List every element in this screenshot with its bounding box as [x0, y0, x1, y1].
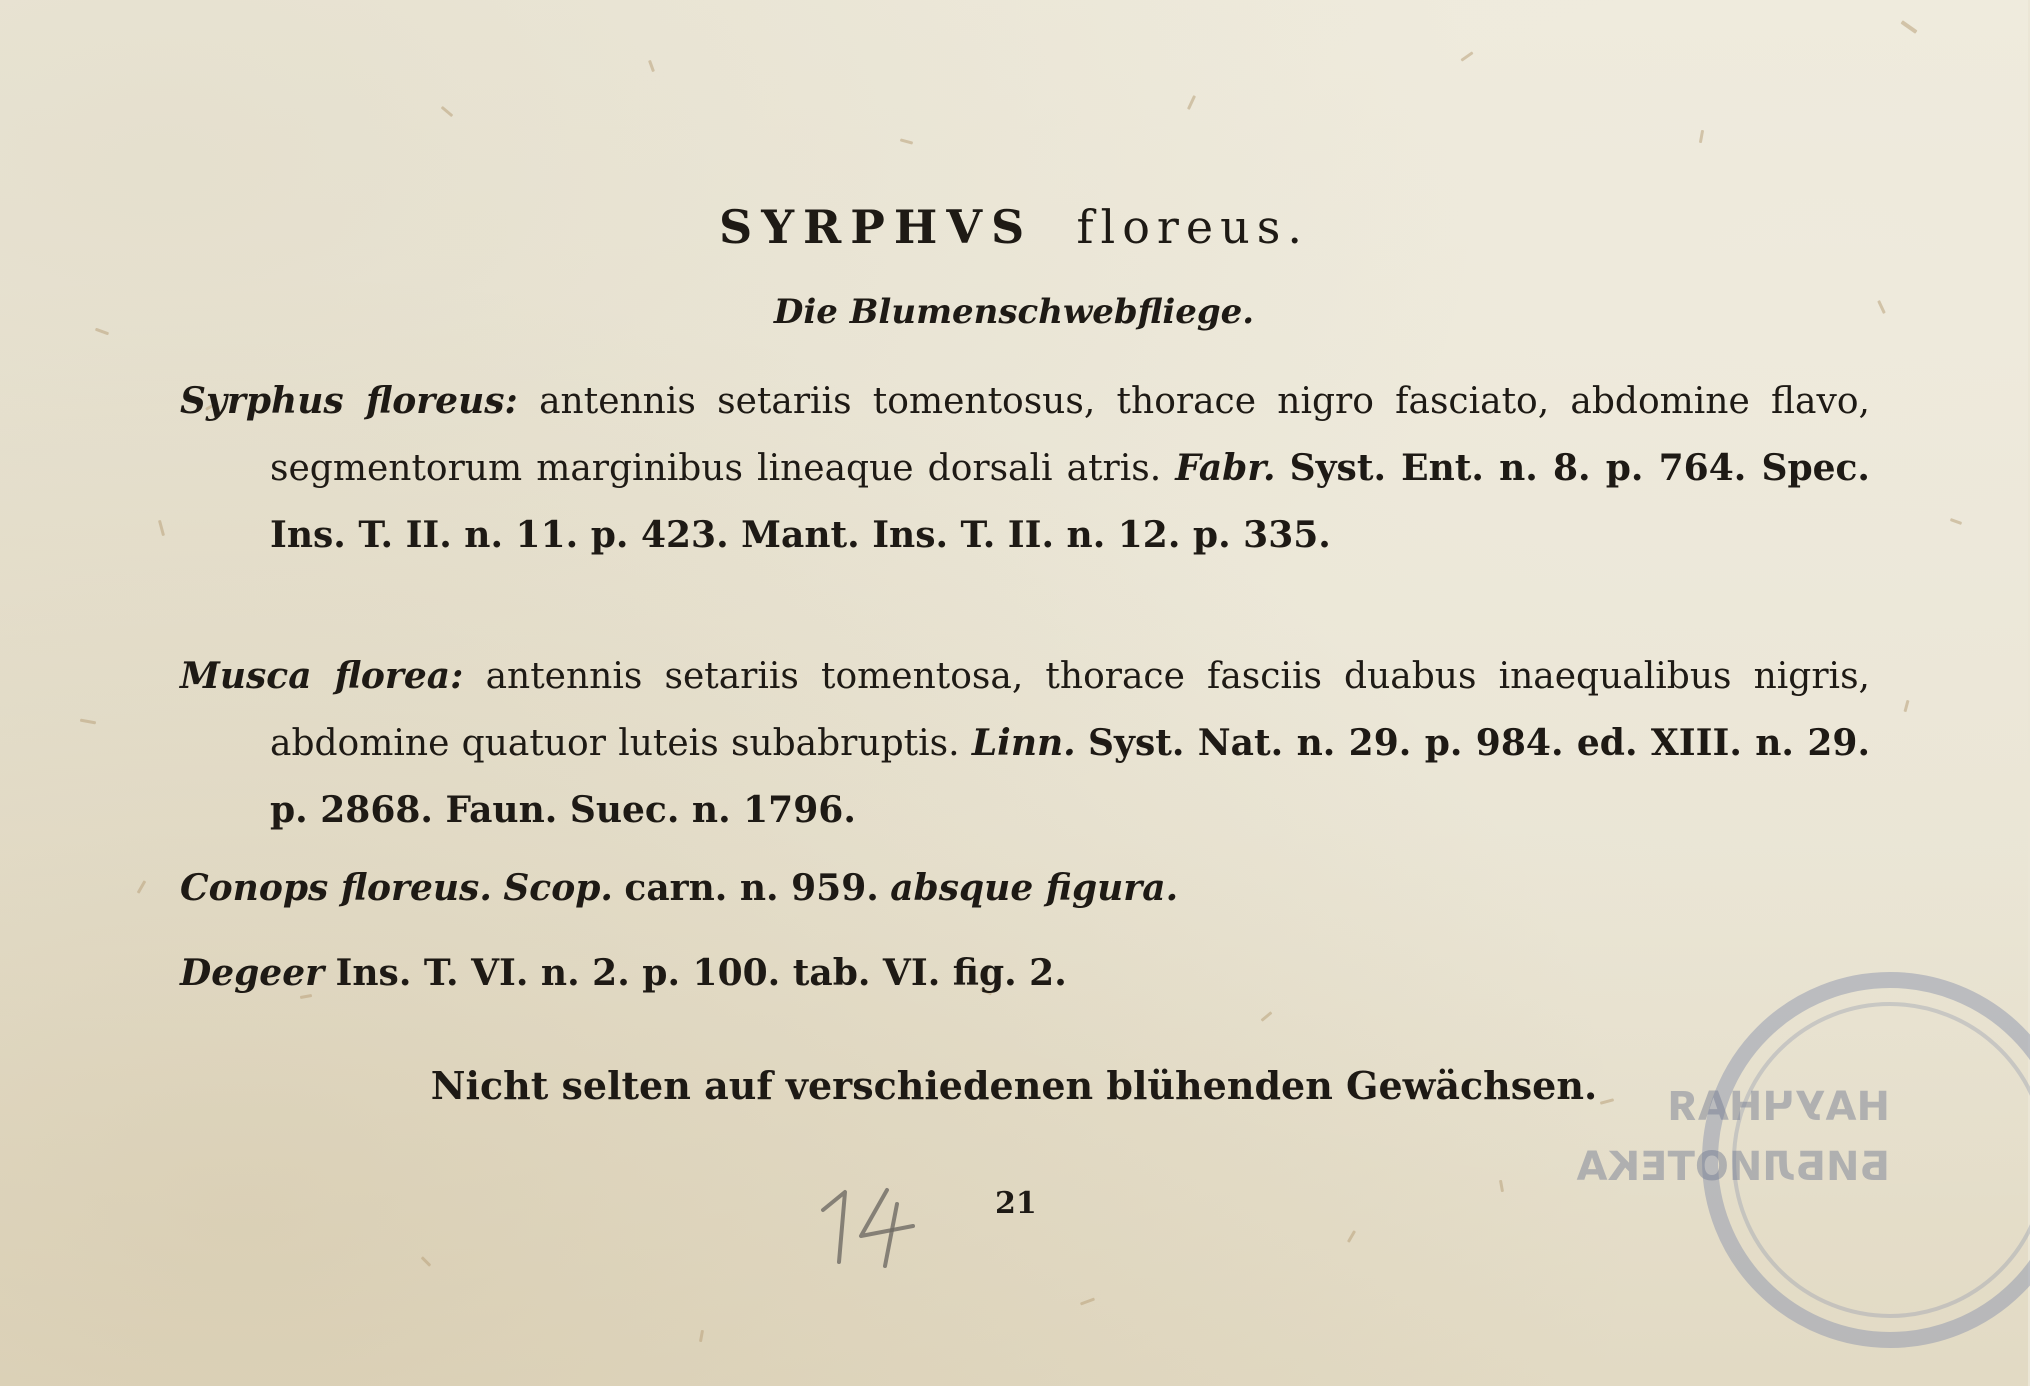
title-species: floreus.: [1076, 200, 1309, 254]
page-title: [0, 200, 2028, 254]
reference-author: Scop.: [503, 867, 613, 909]
page-subtitle: Die Blumenschwebfliege.: [773, 292, 1255, 332]
reference-note: absque figura.: [890, 867, 1179, 909]
reference-author: Linn.: [971, 722, 1076, 764]
stamp-line-1: НАУЧНАЯ: [1667, 1084, 1890, 1130]
reference-citation: Syst. Nat. n. 29. p. 984. ed. XIII. n. 29. p. 2868. Faun. Suec. n. 1796.: [270, 722, 1870, 831]
synonym-name: Degeer: [180, 952, 325, 994]
synonym-entry-1: [180, 368, 1870, 569]
synonym-name: Syrphus floreus:: [180, 380, 518, 422]
library-stamp: [1576, 960, 2030, 1370]
handwritten-pencil-number: [815, 1170, 925, 1270]
synonym-name: Conops floreus.: [180, 867, 492, 909]
reference-author: Fabr.: [1175, 447, 1276, 489]
title-genus: SYRPHVS: [719, 200, 1034, 254]
synonym-description: antennis setariis tomentosa, thorace fasciis duabus inaequalibus nigris, abdomine quatuor luteis subabruptis.: [270, 656, 1870, 764]
synonym-entry-3: [180, 855, 1870, 922]
synonym-description: antennis setariis tomentosus, thorace nigro fasciato, abdomine flavo, segmentorum marginibus lineaque dorsali atris.: [270, 381, 1870, 489]
reference-citation: Syst. Ent. n. 8. p. 764. Spec. Ins. T. II. n. 11. p. 423. Mant. Ins. T. II. n. 12. p. 335.: [270, 447, 1870, 556]
synonym-name: Musca florea:: [180, 655, 464, 697]
page-number: 21: [995, 1186, 1037, 1221]
reference-citation: carn. n. 959.: [624, 867, 879, 909]
habitat-note: Nicht selten auf verschiedenen blühenden Gewächsen.: [430, 1063, 1598, 1108]
synonym-entry-2: [180, 643, 1870, 844]
stamp-line-2: БИБЛИОТЕКА: [1576, 1144, 1890, 1190]
reference-citation: Ins. T. VI. n. 2. p. 100. tab. VI. fig. 2.: [335, 952, 1067, 994]
synonym-entry-4: [180, 940, 1870, 1007]
